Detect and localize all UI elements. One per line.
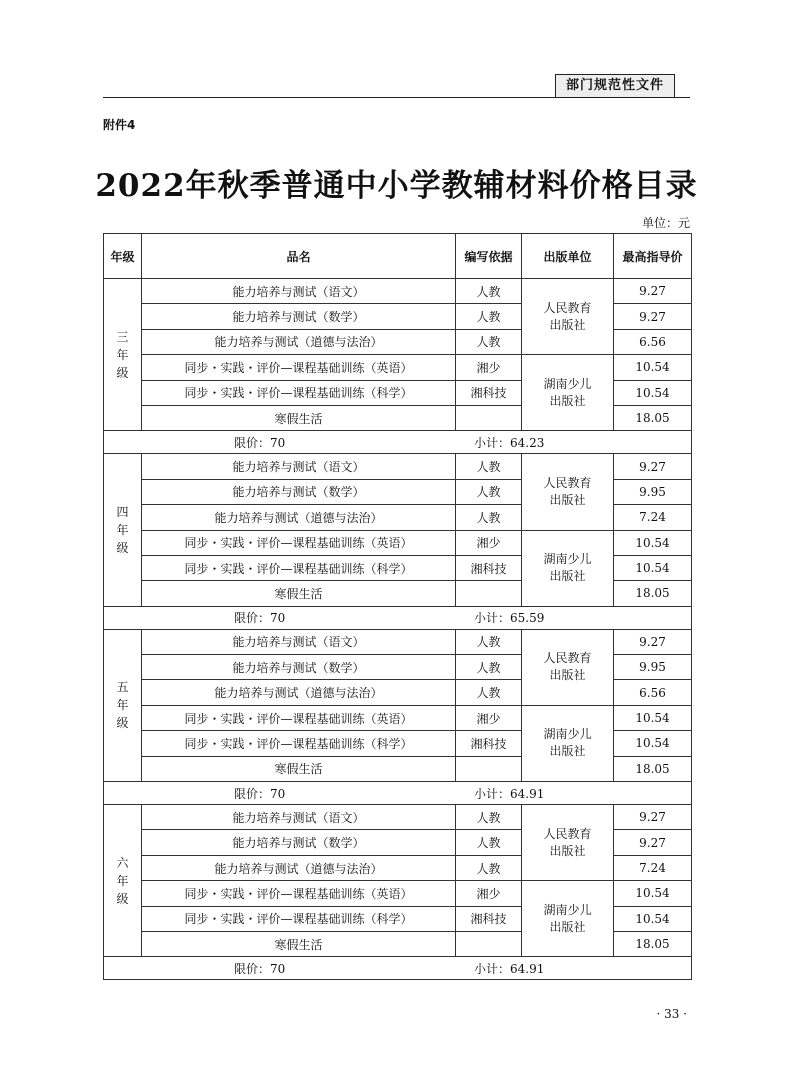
price-limit: 限价：70 — [234, 611, 286, 626]
grade-char: 六 — [116, 855, 129, 870]
item-basis: 人教 — [456, 655, 522, 680]
item-price: 10.54 — [614, 530, 692, 555]
header-name: 品名 — [142, 234, 456, 279]
price-table — [103, 233, 692, 980]
summary-cell — [104, 957, 692, 980]
grade-cell — [104, 629, 142, 781]
grade-char: 五 — [116, 680, 129, 695]
grade-char: 级 — [116, 891, 129, 906]
grade-char: 三 — [116, 329, 129, 344]
header-rule — [103, 97, 690, 98]
item-price: 10.54 — [614, 705, 692, 730]
item-name: 能力培养与测试（数学） — [142, 655, 456, 680]
item-basis — [456, 581, 522, 606]
item-price: 10.54 — [614, 355, 692, 380]
publisher-line: 湖南少儿 — [543, 552, 592, 567]
grade-char: 级 — [116, 541, 129, 556]
publisher-line: 出版社 — [549, 317, 586, 332]
item-basis — [456, 756, 522, 781]
item-basis: 湘少 — [456, 530, 522, 555]
summary-row — [104, 957, 692, 980]
item-price: 9.27 — [614, 629, 692, 654]
table-row — [104, 881, 692, 906]
item-basis: 人教 — [456, 304, 522, 329]
table-row — [104, 355, 692, 380]
item-name: 同步・实践・评价—课程基础训练（科学） — [142, 731, 456, 756]
item-name: 寒假生活 — [142, 756, 456, 781]
publisher-line: 出版社 — [549, 569, 586, 584]
item-name: 同步・实践・评价—课程基础训练（英语） — [142, 705, 456, 730]
item-basis — [456, 405, 522, 430]
item-basis: 人教 — [456, 479, 522, 504]
item-price: 9.27 — [614, 805, 692, 830]
grade-cell — [104, 279, 142, 431]
publisher-cell — [522, 805, 614, 881]
grade-cell — [104, 454, 142, 606]
table-body — [104, 279, 692, 980]
publisher-cell — [522, 454, 614, 530]
item-basis: 湘科技 — [456, 555, 522, 580]
table-row — [104, 454, 692, 479]
item-price: 10.54 — [614, 906, 692, 931]
item-price: 7.24 — [614, 855, 692, 880]
table-row — [104, 279, 692, 304]
publisher-line: 出版社 — [549, 919, 586, 934]
item-name: 能力培养与测试（语文） — [142, 454, 456, 479]
item-name: 同步・实践・评价—课程基础训练（英语） — [142, 881, 456, 906]
item-basis: 人教 — [456, 680, 522, 705]
item-price: 9.27 — [614, 830, 692, 855]
item-basis — [456, 931, 522, 956]
publisher-line: 出版社 — [549, 492, 586, 507]
publisher-cell — [522, 881, 614, 957]
item-price: 9.95 — [614, 479, 692, 504]
item-name: 寒假生活 — [142, 581, 456, 606]
item-price: 18.05 — [614, 756, 692, 781]
summary-cell — [104, 606, 692, 629]
price-limit: 限价：70 — [234, 435, 286, 450]
grade-char: 四 — [116, 505, 129, 520]
grade-char: 年 — [116, 347, 129, 362]
item-price: 6.56 — [614, 680, 692, 705]
page-number: · 33 · — [656, 1007, 687, 1021]
item-name: 能力培养与测试（道德与法治） — [142, 505, 456, 530]
item-name: 同步・实践・评价—课程基础训练（科学） — [142, 906, 456, 931]
price-limit: 限价：70 — [234, 961, 286, 976]
item-name: 同步・实践・评价—课程基础训练（科学） — [142, 555, 456, 580]
publisher-line: 湖南少儿 — [543, 902, 592, 917]
item-price: 10.54 — [614, 731, 692, 756]
price-limit: 限价：70 — [234, 786, 286, 801]
item-price: 9.95 — [614, 655, 692, 680]
item-basis: 人教 — [456, 805, 522, 830]
publisher-line: 人民教育 — [543, 475, 592, 490]
table-row — [104, 530, 692, 555]
item-name: 能力培养与测试（语文） — [142, 629, 456, 654]
item-basis: 人教 — [456, 855, 522, 880]
page-title: 2022年秋季普通中小学教辅材料价格目录 — [95, 168, 698, 204]
publisher-cell — [522, 629, 614, 705]
item-basis: 人教 — [456, 329, 522, 354]
item-price: 9.27 — [614, 279, 692, 304]
subtotal: 小计：64.91 — [474, 786, 545, 801]
item-basis: 湘科技 — [456, 906, 522, 931]
item-name: 同步・实践・评价—课程基础训练（英语） — [142, 355, 456, 380]
grade-char: 级 — [116, 365, 129, 380]
item-basis: 人教 — [456, 830, 522, 855]
subtotal: 小计：65.59 — [474, 611, 545, 626]
item-price: 18.05 — [614, 931, 692, 956]
item-price: 9.27 — [614, 454, 692, 479]
item-basis: 湘科技 — [456, 380, 522, 405]
item-name: 能力培养与测试（道德与法治） — [142, 855, 456, 880]
publisher-cell — [522, 705, 614, 781]
item-name: 能力培养与测试（道德与法治） — [142, 329, 456, 354]
publisher-line: 出版社 — [549, 393, 586, 408]
item-price: 18.05 — [614, 405, 692, 430]
item-basis: 人教 — [456, 454, 522, 479]
item-basis: 人教 — [456, 279, 522, 304]
item-name: 能力培养与测试（道德与法治） — [142, 680, 456, 705]
summary-row — [104, 606, 692, 629]
table-row — [104, 705, 692, 730]
publisher-line: 出版社 — [549, 668, 586, 683]
grade-char: 年 — [116, 873, 129, 888]
subtotal: 小计：64.23 — [474, 435, 545, 450]
document-type-badge: 部门规范性文件 — [555, 74, 675, 98]
item-name: 同步・实践・评价—课程基础训练（英语） — [142, 530, 456, 555]
grade-char: 年 — [116, 698, 129, 713]
item-basis: 人教 — [456, 505, 522, 530]
table-row — [104, 805, 692, 830]
subtotal: 小计：64.91 — [474, 961, 545, 976]
publisher-line: 出版社 — [549, 843, 586, 858]
item-price: 10.54 — [614, 555, 692, 580]
publisher-cell — [522, 355, 614, 431]
item-name: 寒假生活 — [142, 405, 456, 430]
item-price: 18.05 — [614, 581, 692, 606]
table-row — [104, 629, 692, 654]
summary-cell — [104, 431, 692, 454]
item-basis: 湘少 — [456, 881, 522, 906]
item-price: 9.27 — [614, 304, 692, 329]
publisher-line: 湖南少儿 — [543, 376, 592, 391]
item-name: 寒假生活 — [142, 931, 456, 956]
item-name: 能力培养与测试（数学） — [142, 479, 456, 504]
header-publisher: 出版单位 — [522, 234, 614, 279]
grade-char: 年 — [116, 523, 129, 538]
publisher-line: 湖南少儿 — [543, 727, 592, 742]
item-basis: 湘科技 — [456, 731, 522, 756]
item-name: 同步・实践・评价—课程基础训练（科学） — [142, 380, 456, 405]
publisher-cell — [522, 530, 614, 606]
summary-cell — [104, 782, 692, 805]
publisher-line: 人民教育 — [543, 300, 592, 315]
grade-cell — [104, 805, 142, 957]
summary-row — [104, 782, 692, 805]
item-basis: 湘少 — [456, 355, 522, 380]
table-header-row — [104, 234, 692, 279]
header-grade: 年级 — [104, 234, 142, 279]
summary-row — [104, 431, 692, 454]
publisher-line: 出版社 — [549, 744, 586, 759]
publisher-cell — [522, 279, 614, 355]
attachment-label: 附件4 — [103, 118, 136, 132]
item-name: 能力培养与测试（数学） — [142, 830, 456, 855]
item-basis: 湘少 — [456, 705, 522, 730]
item-name: 能力培养与测试（语文） — [142, 279, 456, 304]
publisher-line: 人民教育 — [543, 651, 592, 666]
header-price: 最高指导价 — [614, 234, 692, 279]
item-price: 10.54 — [614, 380, 692, 405]
item-price: 7.24 — [614, 505, 692, 530]
unit-label: 单位：元 — [641, 216, 690, 230]
header-basis: 编写依据 — [456, 234, 522, 279]
item-name: 能力培养与测试（数学） — [142, 304, 456, 329]
item-basis: 人教 — [456, 629, 522, 654]
item-price: 6.56 — [614, 329, 692, 354]
grade-char: 级 — [116, 716, 129, 731]
publisher-line: 人民教育 — [543, 826, 592, 841]
item-name: 能力培养与测试（语文） — [142, 805, 456, 830]
item-price: 10.54 — [614, 881, 692, 906]
